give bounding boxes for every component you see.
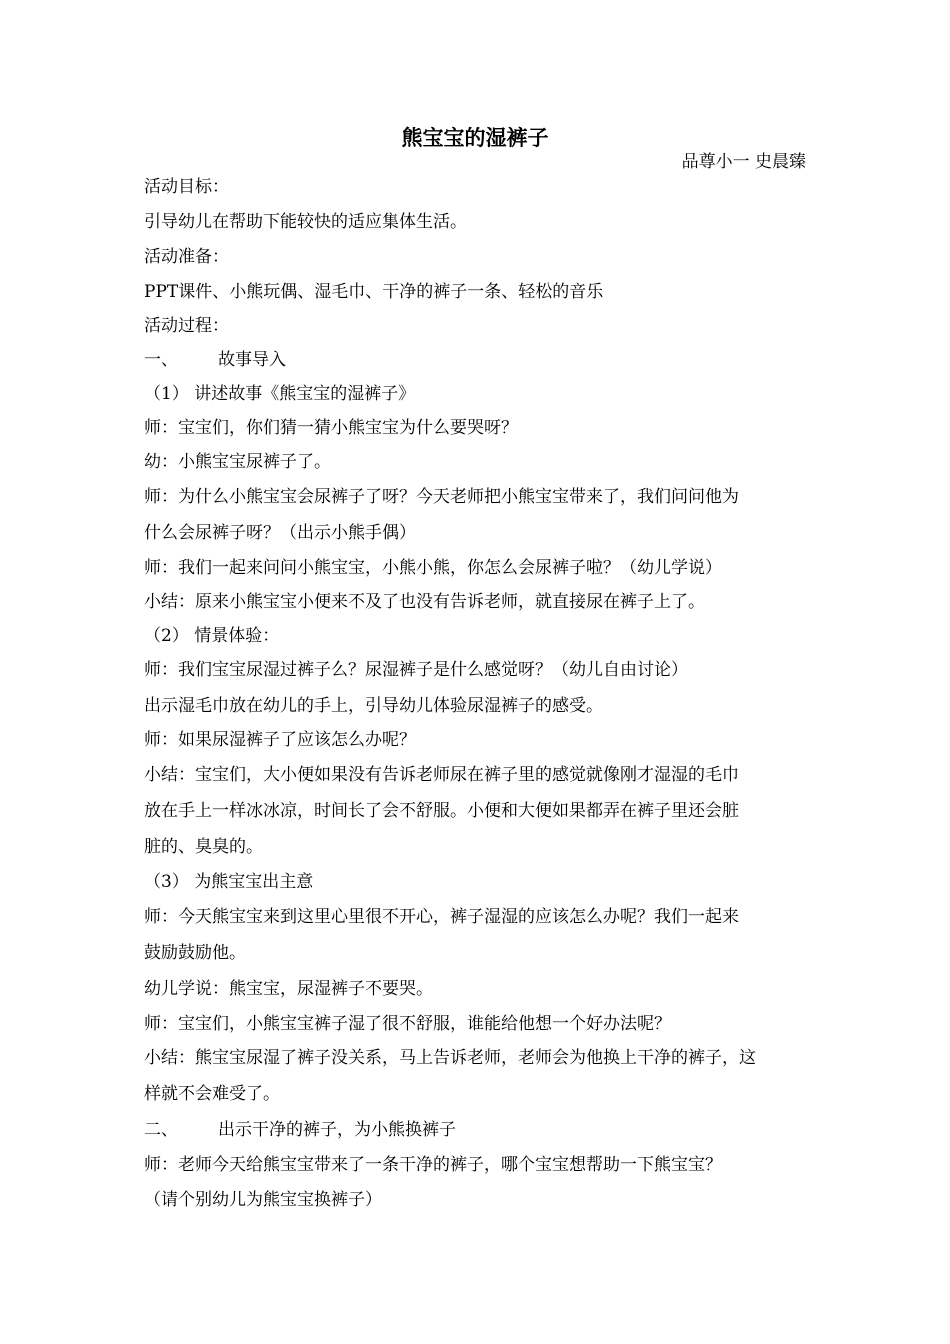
- paragraph: 师：如果尿湿裤子了应该怎么办呢？: [144, 730, 416, 750]
- paragraph: 师：今天熊宝宝来到这里心里很不开心，裤子湿湿的应该怎么办呢？我们一起来: [144, 907, 739, 927]
- paragraph: 放在手上一样冰冰凉，时间长了会不舒服。小便和大便如果都弄在裤子里还会脏: [144, 801, 739, 821]
- section-number: 二、: [144, 1120, 178, 1140]
- document-author: 品尊小一 史晨臻: [681, 152, 806, 172]
- paragraph: 脏的、臭臭的。: [144, 837, 263, 857]
- paragraph: 师：宝宝们，小熊宝宝裤子湿了很不舒服，谁能给他想一个好办法呢？: [144, 1014, 671, 1034]
- paragraph: （请个别幼儿为熊宝宝换裤子）: [144, 1190, 382, 1210]
- paragraph: 活动过程：: [144, 316, 229, 336]
- paragraph: PPT课件、小熊玩偶、湿毛巾、干净的裤子一条、轻松的音乐: [144, 282, 604, 302]
- paragraph: 活动准备：: [144, 247, 229, 267]
- paragraph: 师：我们宝宝尿湿过裤子么？尿湿裤子是什么感觉呀？（幼儿自由讨论）: [144, 660, 688, 680]
- paragraph: 师：宝宝们，你们猜一猜小熊宝宝为什么要哭呀？: [144, 418, 518, 438]
- subsection-heading: （1） 讲述故事《熊宝宝的湿裤子》: [144, 384, 416, 404]
- paragraph: 什么会尿裤子呀？（出示小熊手偶）: [144, 523, 416, 543]
- paragraph: 师：为什么小熊宝宝会尿裤子了呀？今天老师把小熊宝宝带来了，我们问问他为: [144, 487, 739, 507]
- paragraph: 引导幼儿在帮助下能较快的适应集体生活。: [144, 212, 467, 232]
- paragraph: 出示湿毛巾放在幼儿的手上，引导幼儿体验尿湿裤子的感受。: [144, 696, 603, 716]
- paragraph: 师：老师今天给熊宝宝带来了一条干净的裤子，哪个宝宝想帮助一下熊宝宝？: [144, 1155, 722, 1175]
- paragraph: 幼：小熊宝宝尿裤子了。: [144, 452, 331, 472]
- subsection-heading: （3） 为熊宝宝出主意: [144, 872, 314, 892]
- section-heading: [144, 1118, 456, 1142]
- paragraph: 师：我们一起来问问小熊宝宝，小熊小熊，你怎么会尿裤子啦？（幼儿学说）: [144, 558, 722, 578]
- paragraph: 小结：熊宝宝尿湿了裤子没关系，马上告诉老师，老师会为他换上干净的裤子，这: [144, 1048, 756, 1068]
- section-title: 出示干净的裤子，为小熊换裤子: [218, 1120, 456, 1140]
- paragraph: 活动目标：: [144, 177, 229, 197]
- paragraph: 鼓励鼓励他。: [144, 943, 246, 963]
- paragraph: 样就不会难受了。: [144, 1084, 280, 1104]
- document-title: 熊宝宝的湿裤子: [401, 125, 549, 150]
- paragraph: 小结：原来小熊宝宝小便来不及了也没有告诉老师，就直接尿在裤子上了。: [144, 592, 705, 612]
- subsection-heading: （2） 情景体验：: [144, 626, 280, 646]
- section-title: 故事导入: [218, 350, 286, 370]
- paragraph: 幼儿学说：熊宝宝，尿湿裤子不要哭。: [144, 979, 433, 999]
- section-number: 一、: [144, 350, 178, 370]
- section-heading: [144, 348, 286, 372]
- paragraph: 小结：宝宝们，大小便如果没有告诉老师尿在裤子里的感觉就像刚才湿湿的毛巾: [144, 765, 739, 785]
